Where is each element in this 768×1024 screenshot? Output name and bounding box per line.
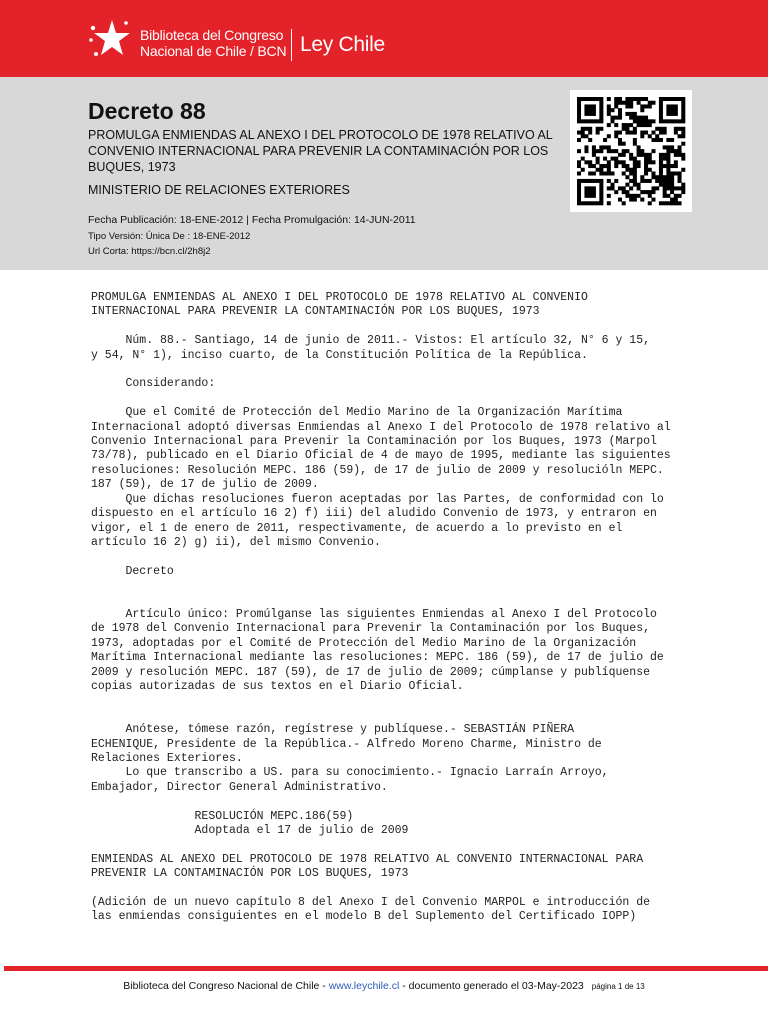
top-banner: [0, 0, 768, 77]
document-body: PROMULGA ENMIENDAS AL ANEXO I DEL PROTOCOLO DE 1978 RELATIVO AL CONVENIO INTERNACIONAL PARA PREVENIR LA CONTAMINACIÓN POR LOS BUQUES, 1973 Núm. 88.- Santiago, 14 de junio de 2011.- Vistos: El artículo 32, N° 6 y 15, y 54, N° 1), inciso cuarto, de la Constitución Política de la República. Considerando: Que el Comité de Protección del Medio Marino de la Organización Marítima Internacional adoptó diversas Enmiendas al Anexo I del Protocolo de 1978 relativo al Convenio Internacional para Prevenir la Contaminación por los Buques, 1973 (Marpol 73/78), publicado en el Diario Oficial de 4 de mayo de 1995, mediante las siguientes resoluciones: Resolución MEPC. 186 (59), de 17 de julio de 2009 y resolucióln MEPC. 187 (59), de 17 de julio de 2009. Que dichas resoluciones fueron aceptadas por las Partes, de conformidad con lo dispuesto en el artículo 16 2) f) iii) del aludido Convenio de 1973, y entraron en vigor, el 1 de enero de 2011, respectivamente, de acuerdo a lo previsto en el artículo 16 2) g) ii), del mismo Convenio. Decreto Artículo único: Promúlganse las siguientes Enmiendas al Anexo I del Protocolo de 1978 del Convenio Internacional para Prevenir la Contaminación por los Buques, 1973, adoptadas por el Comité de Protección del Medio Marino de la Organización Marítima Internacional mediante las resoluciones: MEPC. 186 (59), de 17 de julio de 2009 y resolución MEPC. 187 (59), de 17 de julio de 2009; cúmplanse y publíquense copias autorizadas de sus textos en el Diario Oficial. Anótese, tómese razón, regístrese y publíquese.- SEBASTIÁN PIÑERA ECHENIQUE, Presidente de la República.- Alfredo Moreno Charme, Ministro de Relaciones Exteriores. Lo que transcribo a US. para su conocimiento.- Ignacio Larraín Arroyo, Embajador, Director General Administrativo. RESOLUCIÓN MEPC.186(59) Adoptada el 17 de julio de 2009 ENMIENDAS AL ANEXO DEL PROTOCOLO DE 1978 RELATIVO AL CONVENIO INTERNACIONAL PARA PREVENIR LA CONTAMINACIÓN POR LOS BUQUES, 1973 (Adición de un nuevo capítulo 8 del Anexo I del Convenio MARPOL e introducción de las enmiendas consiguientes en el modelo B del Suplemento del Certificado IOPP): [91, 291, 671, 924]
document-subtitle: PROMULGA ENMIENDAS AL ANEXO I DEL PROTOCOLO DE 1978 RELATIVO AL CONVENIO INTERNACIONAL PARA PREVENIR LA CONTAMINACIÓN POR LOS BUQUES, 1973: [88, 128, 553, 174]
footer-prefix: Biblioteca del Congreso Nacional de Chile -: [123, 980, 329, 992]
version-type: Tipo Versión: Única De : 18-ENE-2012: [88, 231, 251, 242]
brand-line-1: Biblioteca del Congreso: [140, 27, 284, 43]
qr-code-icon: [570, 90, 692, 212]
bcn-star-logo-icon: [88, 18, 132, 62]
brand-line-2: Nacional de Chile / BCN: [140, 43, 287, 59]
brand-product[interactable]: Ley Chile: [300, 33, 385, 56]
short-url[interactable]: Url Corta: https://bcn.cl/2h8j2: [88, 246, 211, 257]
page-footer: [0, 979, 768, 994]
page-title: Decreto 88: [88, 98, 206, 124]
footer-divider: [4, 966, 768, 971]
brand-divider: [291, 29, 292, 61]
page-number: página 1 de 13: [591, 982, 645, 991]
publication-dates: Fecha Publicación: 18-ENE-2012 | Fecha Promulgación: 14-JUN-2011: [88, 214, 416, 226]
footer-link[interactable]: www.leychile.cl: [328, 980, 400, 992]
footer-suffix: - documento generado el 03-May-2023: [399, 980, 584, 992]
ministry-name: MINISTERIO DE RELACIONES EXTERIORES: [88, 183, 350, 197]
